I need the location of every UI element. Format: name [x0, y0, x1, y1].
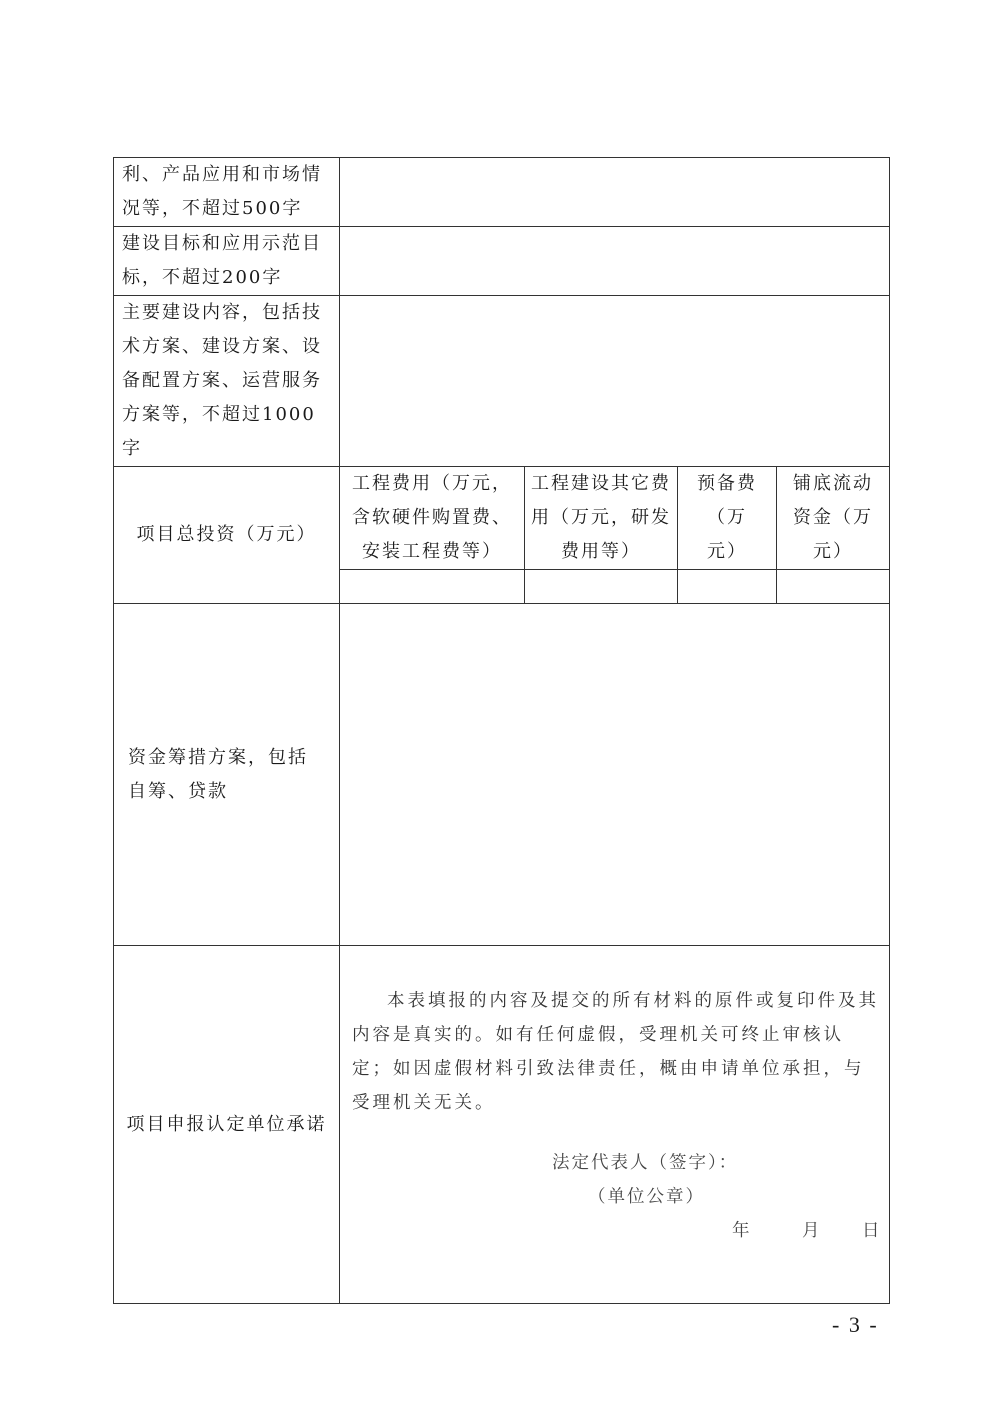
working-capital-header: 铺底流动资金（万元）	[777, 467, 890, 570]
engineering-cost-field[interactable]	[340, 570, 525, 604]
reserve-fee-field[interactable]	[678, 570, 777, 604]
funding-label: 资金筹措方案，包括自筹、贷款	[114, 604, 340, 946]
goals-label: 建设目标和应用示范目标，不超过200字	[114, 227, 340, 296]
funding-row	[114, 604, 890, 946]
goals-field[interactable]	[340, 227, 890, 296]
date-line	[340, 1214, 889, 1248]
engineering-cost-header: 工程费用（万元，含软硬件购置费、安装工程费等）	[340, 467, 525, 570]
market-field[interactable]	[340, 158, 890, 227]
reserve-fee-header: 预备费（万元）	[678, 467, 777, 570]
year-label: 年	[732, 1221, 752, 1241]
commitment-text: 本表填报的内容及提交的所有材料的原件或复印件及其内容是真实的。如有任何虚假，受理机关可终止审核认定；如因虚假材料引致法律责任，概由申请单位承担，与受理机关无关。	[352, 991, 879, 1113]
investment-header-row	[114, 467, 890, 570]
content-field[interactable]	[340, 296, 890, 467]
commitment-label: 项目申报认定单位承诺	[114, 946, 340, 1304]
commitment-row	[114, 946, 890, 1304]
page-number: - 3 -	[832, 1312, 879, 1337]
month-label: 月	[802, 1221, 822, 1241]
other-cost-field[interactable]	[525, 570, 678, 604]
day-label: 日	[862, 1221, 882, 1241]
signature-line: 法定代表人（签字）：	[552, 1153, 739, 1173]
content-label: 主要建设内容，包括技术方案、建设方案、设备配置方案、运营服务方案等，不超过1000字	[114, 296, 340, 467]
application-form-table	[113, 157, 890, 1304]
other-cost-header: 工程建设其它费用（万元，研发费用等）	[525, 467, 678, 570]
seal-line: （单位公章）	[588, 1187, 705, 1207]
commitment-cell	[340, 946, 890, 1304]
funding-field[interactable]	[340, 604, 890, 946]
content-row	[114, 296, 890, 467]
market-label: 利、产品应用和市场情况等，不超过500字	[114, 158, 340, 227]
market-row	[114, 158, 890, 227]
investment-label: 项目总投资（万元）	[114, 467, 340, 604]
working-capital-field[interactable]	[777, 570, 890, 604]
goals-row	[114, 227, 890, 296]
